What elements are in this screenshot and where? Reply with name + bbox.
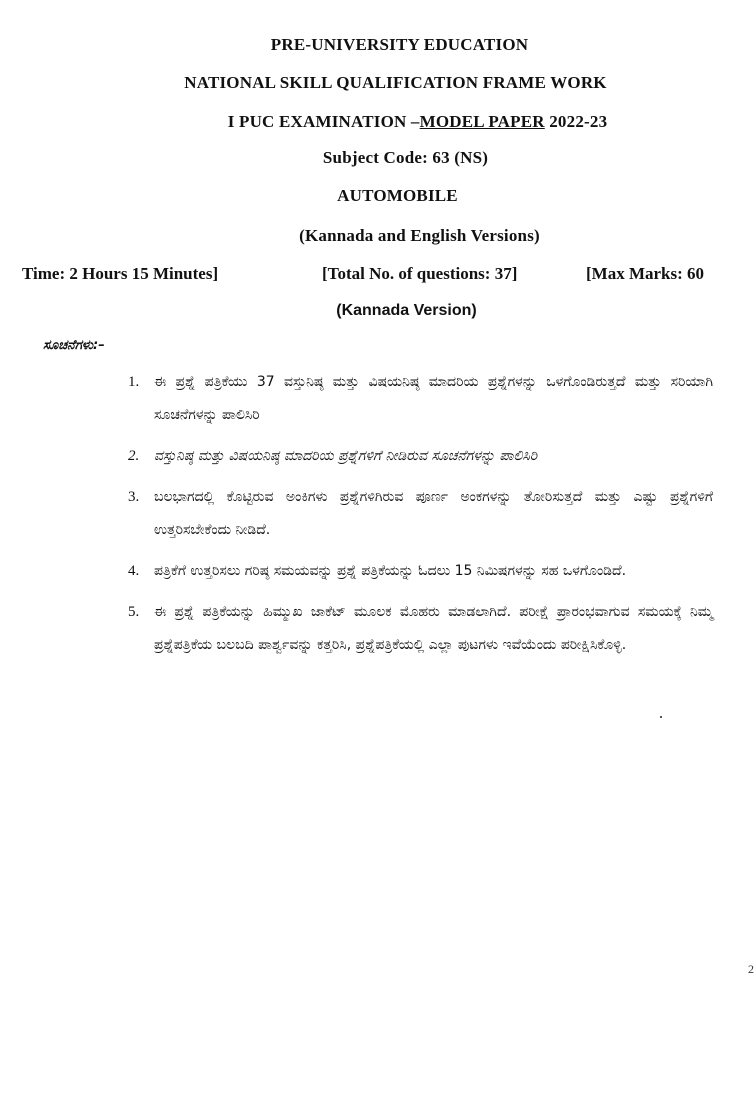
instructions-heading: ಸೂಚನೆಗಳು:– [43,338,105,353]
instruction-text: ವಸ್ತುನಿಷ್ಠ ಮತ್ತು ವಿಷಯನಿಷ್ಠ ಮಾದರಿಯ ಪ್ರಶ್ನೆಗಳಿಗೆ ನೀಡಿರುವ ಸೂಚನೆಗಳನ್ನು ಪಾಲಿಸಿರಿ [154,448,538,464]
instruction-text: ಬಲಭಾಗದಲ್ಲಿ ಕೊಟ್ಟಿರುವ ಅಂಕಿಗಳು ಪ್ರಶ್ನೆಗಳಿಗಿರುವ ಪೂರ್ಣ ಅಂಕಗಳನ್ನು ತೋರಿಸುತ್ತದೆ ಮತ್ತು ಎಷ್ಟು ಪ್ರಶ್ನೆಗಳಿಗೆ ಉತ್ತರಿಸಬೇಕೆಂದು ನೀಡಿದೆ. [154,489,713,538]
instruction-item [128,481,713,547]
instruction-item [128,366,713,432]
instruction-number: 1. [128,374,140,390]
time-allowed: Time: 2 Hours 15 Minutes] [22,264,219,283]
speck [660,716,662,718]
model-paper-label: MODEL PAPER [419,112,545,131]
instruction-item [128,596,713,662]
instruction-text: ಈ ಪ್ರಶ್ನೆ ಪತ್ರಿಕೆಯು 37 ವಸ್ತುನಿಷ್ಠ ಮತ್ತು ವಿಷಯನಿಷ್ಠ ಮಾದರಿಯ ಪ್ರಶ್ನೆಗಳನ್ನು ಒಳಗೊಂಡಿರುತ್ತದೆ ಮತ್ತು ಸರಿಯಾಗಿ ಸೂಚನೆಗಳನ್ನು ಪಾಲಿಸಿರಿ [154,374,713,423]
page-edge-number: 2 [748,962,754,976]
max-marks: [Max Marks: 60 [586,264,705,283]
instruction-number: 5. [128,604,140,620]
instructions-list [128,366,713,670]
header-line-1: PRE-UNIVERSITY EDUCATION [270,35,529,54]
instruction-text: ಪತ್ರಿಕೆಗೆ ಉತ್ತರಿಸಲು ಗರಿಷ್ಠ ಸಮಯವನ್ನು ಪ್ರಶ್ನೆ ಪತ್ರಿಕೆಯನ್ನು ಓದಲು 15 ನಿಮಿಷಗಳನ್ನು ಸಹ ಒಳಗೊಂಡಿದೆ. [154,563,627,579]
instruction-item [128,440,713,473]
header-line-2: NATIONAL SKILL QUALIFICATION FRAME WORK [184,73,607,92]
version-label: (Kannada Version) [336,302,477,319]
exam-name: I PUC EXAMINATION – [227,112,420,131]
versions-label: (Kannada and English Versions) [299,226,540,245]
instruction-text: ಈ ಪ್ರಶ್ನೆ ಪತ್ರಿಕೆಯನ್ನು ಹಿಮ್ಮುಖ ಜಾಕೆಟ್ ಮೂಲಕ ಮೊಹರು ಮಾಡಲಾಗಿದೆ. ಪರೀಕ್ಷೆ ಪ್ರಾರಂಭವಾಗುವ ಸಮಯಕ್ಕೆ ನಿಮ್ಮ ಪ್ರಶ್ನೆಪತ್ರಿಕೆಯ ಬಲಬದಿ ಪಾರ್ಶ್ವವನ್ನು ಕತ್ತರಿಸಿ, ಪ್ರಶ್ನೆಪತ್ರಿಕೆಯಲ್ಲಿ ಎಲ್ಲಾ ಪುಟಗಳು ಇವೆಯೆಂದು ಪರೀಕ್ಷಿಸಿಕೊಳ್ಳಿ. [154,604,713,653]
instruction-item [128,555,713,588]
subject-title: AUTOMOBILE [337,186,458,205]
exam-year: 2022-23 [544,112,608,131]
instruction-number: 4. [128,563,140,579]
subject-code: Subject Code: 63 (NS) [322,148,489,167]
instruction-number: 2. [128,448,140,464]
header-line-3 [40,112,755,132]
total-questions: [Total No. of questions: 37] [322,264,518,283]
instruction-number: 3. [128,489,140,505]
